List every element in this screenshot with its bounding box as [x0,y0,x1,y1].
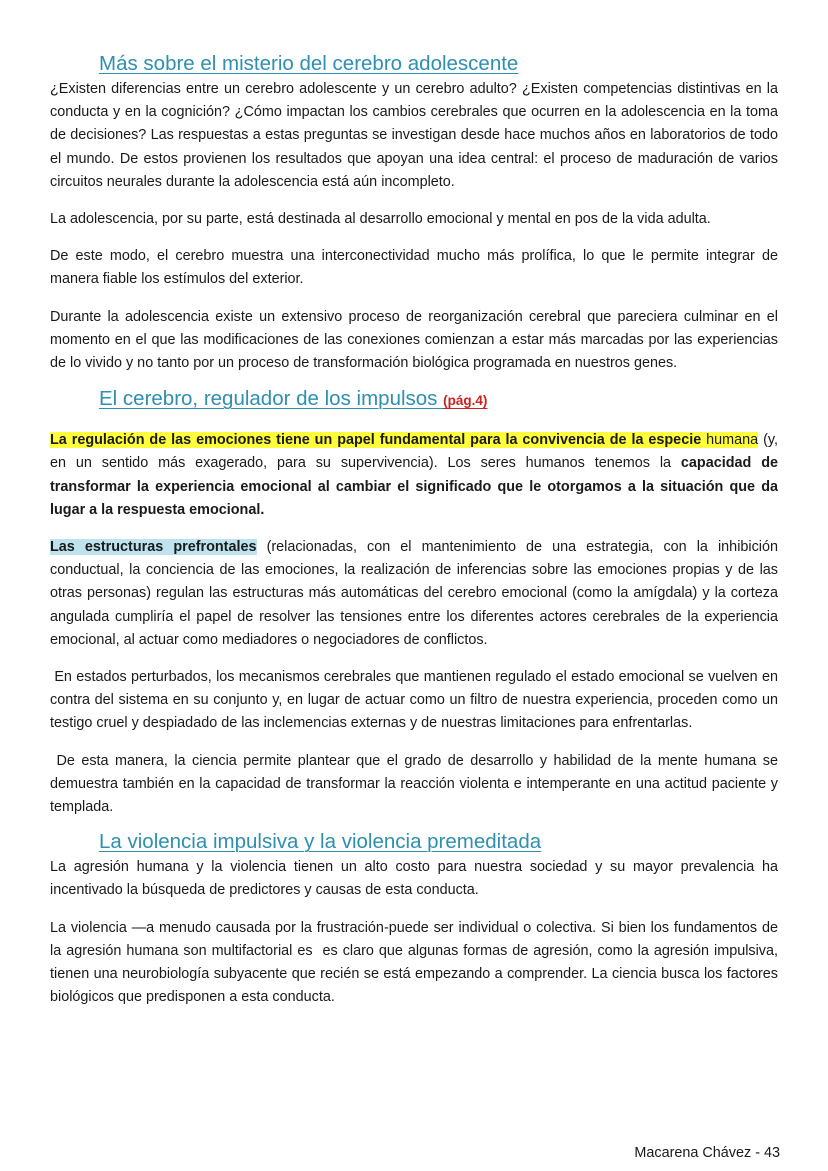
page-reference: (pág.4) [443,393,488,409]
body-text: (y, en un sentido más exagerado, para su supervivencia). Los seres humanos tenemos la [50,432,778,472]
body-text: (relacionadas, con el mantenimiento de una estrategia, con la inhibición conductual, la conciencia de las emociones, la realización de inferencias sobre las emociones propias y de las otras personas) regulan las estructuras más automáticas del cerebro emocional (como la amígdala) y la corteza angulada cumpliría el papel de resolver las tensiones entre los diferentes actores cerebrales de la experiencia emocional, al actuar como mediadores o negociadores de conflictos. [50,539,778,648]
paragraph: En estados perturbados, los mecanismos cerebrales que mantienen regulado el estado emocional se vuelven en contra del sistema en su conjunto y, en lugar de actuar como un filtro de nuestra experiencia, proceden como un testigo cruel y despiadado de las inclemencias externas y de nuestras limitaciones para enfrentarlas. [50,669,783,732]
highlighted-text: La regulación de las emociones tiene un papel fundamental para la convivencia de la especie [50,432,702,449]
section-heading-text: El cerebro, regulador de los impulsos [99,387,438,411]
paragraph: La agresión humana y la violencia tienen un alto costo para nuestra sociedad y su mayor prevalencia ha incentivado la búsqueda de predictores y causas de esta conducta. [50,859,778,899]
paragraph-estructuras-prefrontales [50,536,778,652]
paragraph-regulacion-emociones [50,429,778,522]
paragraph: ¿Existen diferencias entre un cerebro adolescente y un cerebro adulto? ¿Existen competencias distintivas en la conducta y en la cognición? ¿Cómo impactan los cambios cerebrales que ocurren en la adolescencia en la toma de decisiones? Las respuestas a estas preguntas se investigan desde hace muchos años en laboratorios de todo el mundo. De estos provienen los resultados que apoyan una idea central: el proceso de maduración de varios circuitos neurales durante la adolescencia está aún incompleto. [50,81,778,190]
paragraph: La adolescencia, por su parte, está destinada al desarrollo emocional y mental en pos de la vida adulta. [50,211,711,228]
highlighted-text: humana [701,432,759,449]
bold-text: capacidad de transformar la experiencia emocional al cambiar el significado que le otorgamos a la situación que da lugar a la respuesta emocional. [50,455,778,518]
paragraph: Durante la adolescencia existe un extensivo proceso de reorganización cerebral que pareciera culminar en el momento en el que las modificaciones de las conexiones comienzan a estar más marcadas por las experiencias de lo vivido y no tanto por un proceso de transformación biológica programada en nuestros genes. [50,308,778,372]
section-heading-regulador-impulsos [50,385,778,415]
paragraph: De esta manera, la ciencia permite plantear que el grado de desarrollo y habilidad de la mente humana se demuestra también en la capacidad de transformar la reacción violenta e intemperante en una actitud paciente y templada. [50,752,782,816]
section-heading-cerebro-adolescente: Más sobre el misterio del cerebro adolescente [99,52,519,75]
page-footer: Macarena Chávez - 43 [634,1145,780,1161]
highlighted-text: Las estructuras prefrontales [50,539,257,556]
section-heading-violencia: La violencia impulsiva y la violencia premeditada [99,830,542,854]
paragraph: De este modo, el cerebro muestra una interconectividad mucho más prolífica, lo que le permite integrar de manera fiable los estímulos del exterior. [50,248,778,288]
paragraph: La violencia —a menudo causada por la frustración-puede ser individual o colectiva. Si bien los fundamentos de la agresión humana son multifactorial es es claro que algunas formas de agresión, como la agresión impulsiva, tienen una neurobiología subyacente que recién se está empezando a comprender. La ciencia busca los factores biológicos que predisponen a esta conducta. [50,919,782,1006]
document-page [50,50,783,1010]
